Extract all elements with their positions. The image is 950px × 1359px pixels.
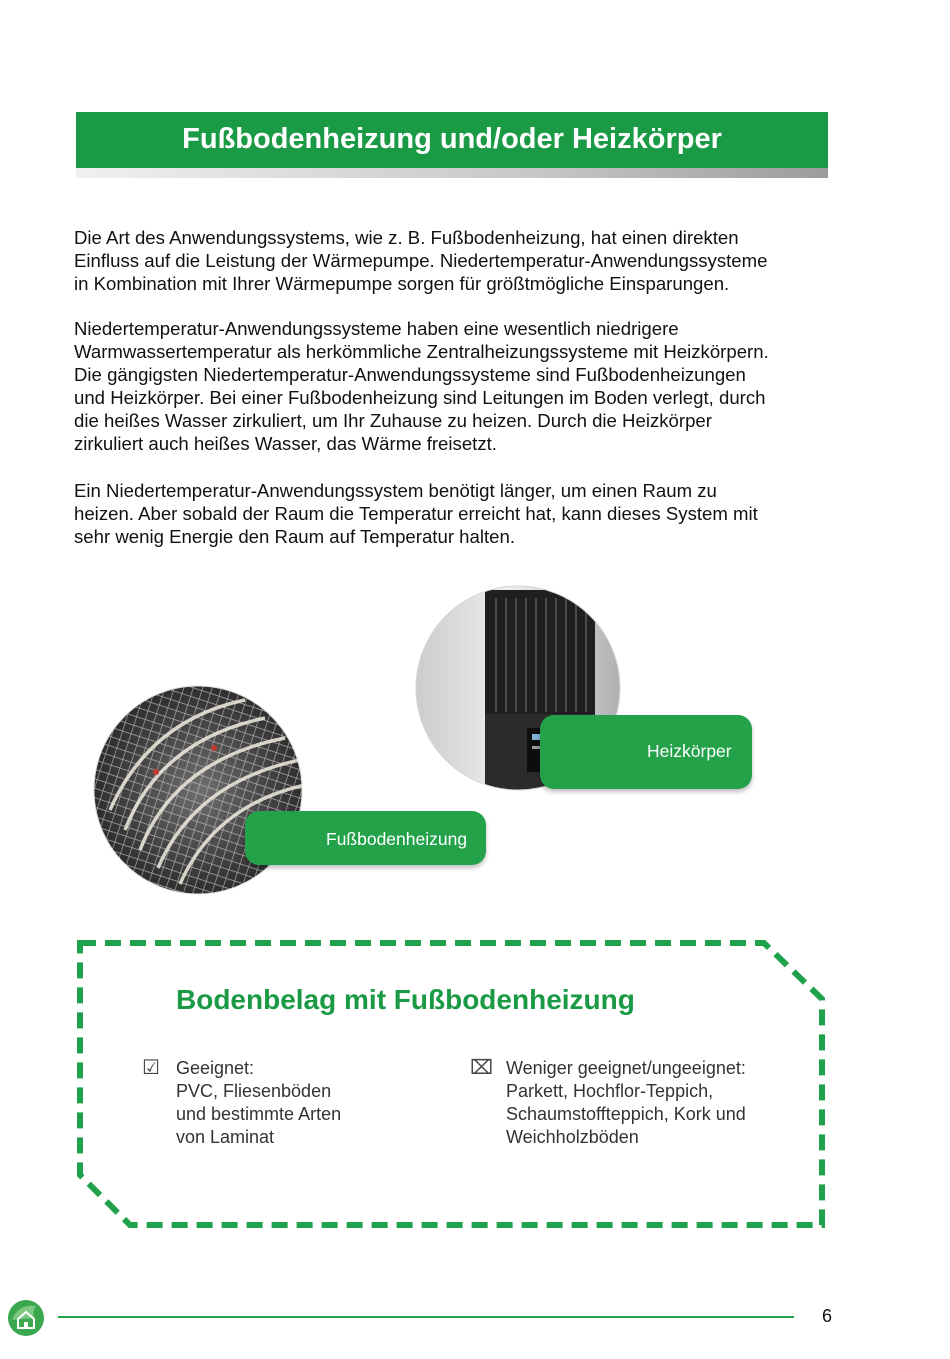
paragraph-systems — [74, 317, 834, 455]
list-item: Schaumstoffteppich, Kork und — [506, 1104, 746, 1124]
text-line: Einfluss auf die Leistung der Wärmepumpe. Niedertemperatur-Anwendungssysteme — [74, 250, 768, 271]
text-line: Die gängigsten Niedertemperatur-Anwendungssysteme sind Fußbodenheizungen — [74, 364, 746, 385]
underfloor-heating-photo — [90, 680, 310, 900]
list-item: Weichholzböden — [506, 1127, 639, 1147]
underfloor-label: Fußbodenheizung — [326, 829, 468, 849]
suitable-heading: Geeignet: — [176, 1058, 255, 1078]
title-underline — [76, 168, 828, 178]
checked-box-icon: ☑ — [142, 1057, 160, 1079]
text-line: Warmwassertemperatur als herkömmliche Zentralheizungssysteme mit Heizkörpern. — [74, 341, 769, 362]
underfloor-label-tag — [245, 811, 486, 865]
text-line: Ein Niedertemperatur-Anwendungssystem benötigt länger, um einen Raum zu — [74, 480, 717, 501]
list-item: Parkett, Hochflor-Teppich, — [506, 1081, 714, 1101]
radiator-label: Heizkörper — [647, 741, 732, 761]
unsuitable-list — [506, 1057, 746, 1149]
text-line: die heißes Wasser zirkuliert, um Ihr Zuhause zu heizen. Durch die Heizkörper — [74, 410, 712, 431]
paragraph-intro — [74, 226, 834, 295]
text-line: heizen. Aber sobald der Raum die Temperatur erreicht hat, kann dieses System mit — [74, 503, 758, 524]
paragraph-conclusion — [74, 479, 834, 548]
text-line: sehr wenig Energie den Raum auf Temperatur halten. — [74, 526, 516, 547]
page-title: Fußbodenheizung und/oder Heizkörper — [182, 123, 722, 155]
text-line: Niedertemperatur-Anwendungssysteme haben eine wesentlich niedrigere — [74, 318, 679, 339]
house-leaf-icon — [6, 1298, 46, 1338]
list-item: und bestimmte Arten — [176, 1104, 342, 1124]
page-number: 6 — [822, 1306, 833, 1326]
suitable-list — [176, 1057, 341, 1149]
text-line: zirkuliert auch heißes Wasser, das Wärme freisetzt. — [74, 433, 497, 454]
flooring-title: Bodenbelag mit Fußbodenheizung — [176, 984, 635, 1015]
text-line: und Heizkörper. Bei einer Fußbodenheizung sind Leitungen im Boden verlegt, durch — [74, 387, 766, 408]
text-line: Die Art des Anwendungssystems, wie z. B. Fußbodenheizung, hat einen direkten — [74, 227, 739, 248]
unsuitable-heading: Weniger geeignet/ungeeignet: — [506, 1058, 746, 1078]
section-title-bar — [76, 112, 828, 168]
list-item: von Laminat — [176, 1127, 275, 1147]
radiator-label-tag — [540, 715, 752, 789]
footer-divider — [58, 1316, 794, 1318]
list-item: PVC, Fliesenböden — [176, 1081, 332, 1101]
crossed-box-icon: ⌧ — [470, 1057, 494, 1079]
text-line: in Kombination mit Ihrer Wärmepumpe sorgen für größtmögliche Einsparungen. — [74, 273, 730, 294]
